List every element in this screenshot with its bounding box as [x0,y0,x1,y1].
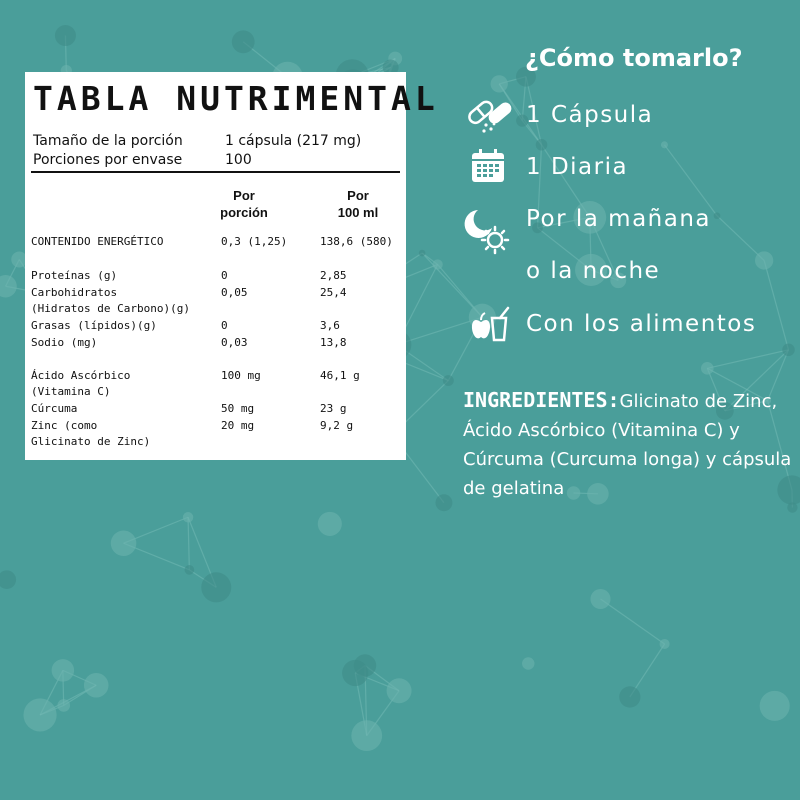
capsule-icon [466,99,512,135]
ingredients [463,386,793,503]
servings-value: 100 [225,152,252,168]
nutrient-label: Carbohidratos [31,286,118,299]
table-divider [31,171,400,173]
per-100-value: 25,4 [320,286,347,299]
nutrition-title: TABLA NUTRIMENTAL [33,79,439,118]
per-100-value: 2,85 [320,269,347,282]
howto-step-text: Con los alimentos [526,311,757,337]
per-serving-value: 100 mg [221,369,261,382]
per-serving-value: 20 mg [221,419,255,432]
per-serving-value: 0 [221,269,228,282]
nutrient-label: Zinc (como [31,419,98,432]
nutrient-label: Grasas (lípidos)(g) [31,319,157,332]
per-100-value: 46,1 g [320,369,360,382]
per-100-value: 9,2 g [320,419,354,432]
col-per-serving-header: Por porción [220,188,268,220]
nutrient-label: Proteínas (g) [31,269,118,282]
servings-label: Porciones por envase [33,152,183,168]
nutrient-label: Sodio (mg) [31,336,98,349]
per-serving-value: 0,05 [221,286,248,299]
nutrient-label-line2: (Vitamina C) [31,385,111,398]
ingredients-label: INGREDIENTES [463,388,608,412]
serving-size-label: Tamaño de la porción [33,133,183,149]
serving-size-value: 1 cápsula (217 mg) [225,133,362,149]
nutrition-table [25,72,439,460]
per-serving-value: 0 [221,319,228,332]
howto-step-text: Por la mañana [526,206,712,232]
nutrient-label: Ácido Ascórbico [31,369,131,382]
howto-title: ¿Cómo tomarlo? [525,44,743,72]
per-100-value: 13,8 [320,336,347,349]
howto-step-text: 1 Cápsula [526,102,654,128]
nutrient-label: CONTENIDO ENERGÉTICO [31,235,164,248]
howto-step-text: o la noche [526,258,661,284]
nutrient-label-line2: (Hidratos de Carbono)(g) [31,302,190,315]
nutrient-label: Cúrcuma [31,402,78,415]
moon-sun-icon [462,208,512,258]
per-serving-value: 0,03 [221,336,248,349]
nutrient-label-line2: Glicinato de Zinc) [31,435,151,448]
per-100-value: 138,6 (580) [320,235,393,248]
per-serving-value: 50 mg [221,402,255,415]
per-100-value: 23 g [320,402,347,415]
calendar-icon [470,148,506,184]
ingredients-separator: : [607,388,620,412]
col-per-100-header: Por 100 ml [337,188,379,220]
per-100-value: 3,6 [320,319,340,332]
ingredients-text: Glicinato de Zinc, Ácido Ascórbico (Vitamina C) y Cúrcuma (Curcuma longa) y cápsula de gelatina [463,391,792,499]
howto-step-text: 1 Diaria [526,154,629,180]
apple-drink-icon [470,306,512,342]
per-serving-value: 0,3 (1,25) [221,235,288,248]
